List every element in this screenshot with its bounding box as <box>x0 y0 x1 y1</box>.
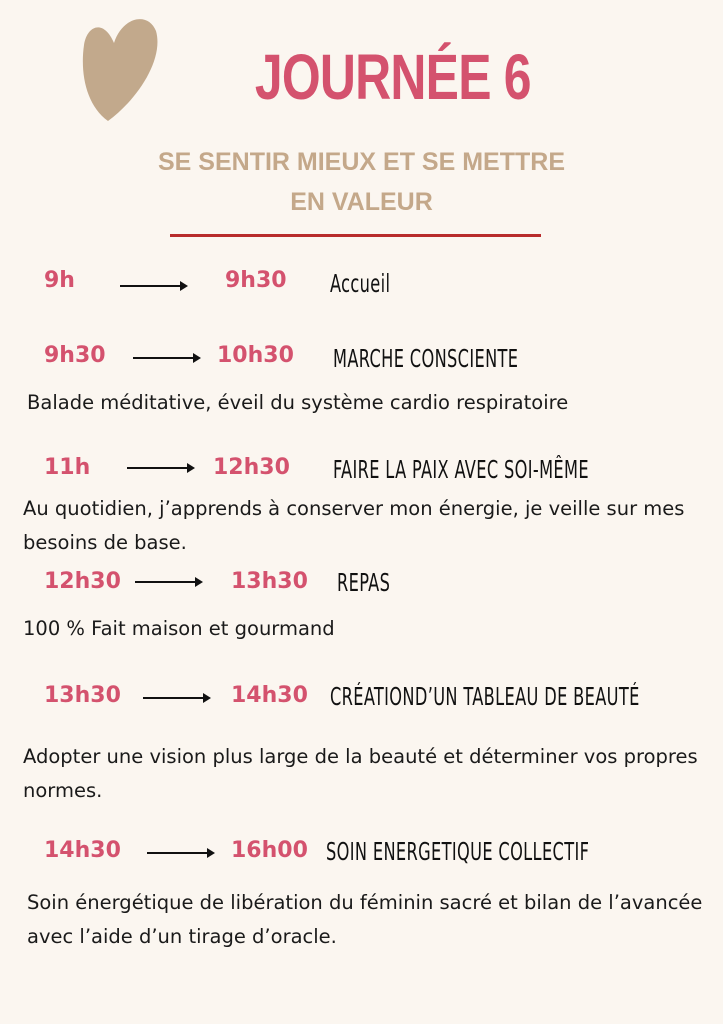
start-time: 12h30 <box>44 569 121 594</box>
subtitle-line-2: EN VALEUR <box>290 188 433 216</box>
activity-title: SOIN ENERGETIQUE COLLECTIF <box>326 837 590 866</box>
activity-description: 100 % Fait maison et gourmand <box>23 617 335 640</box>
start-time: 14h30 <box>44 838 121 863</box>
title-divider <box>170 234 541 237</box>
end-time: 12h30 <box>213 455 290 480</box>
start-time: 13h30 <box>44 683 121 708</box>
arrow-icon <box>133 357 199 359</box>
end-time: 10h30 <box>217 343 294 368</box>
activity-description: Balade méditative, éveil du système cardio respiratoire <box>27 391 569 414</box>
end-time: 13h30 <box>231 569 308 594</box>
subtitle-line-1: SE SENTIR MIEUX ET SE METTRE <box>158 148 565 176</box>
start-time: 11h <box>44 455 91 480</box>
activity-description: Adopter une vision plus large de la beauté et déterminer vos propres normes. <box>23 745 698 802</box>
arrow-icon <box>127 467 193 469</box>
page-title: JOURNÉE 6 <box>254 41 531 113</box>
arrow-icon <box>143 697 209 699</box>
start-time: 9h <box>44 268 75 293</box>
end-time: 16h00 <box>231 838 308 863</box>
activity-title: Accueil <box>330 269 391 298</box>
activity-title: CRÉATIOND’UN TABLEAU DE BEAUTÉ <box>330 682 640 711</box>
activity-title: REPAS <box>337 568 391 597</box>
activity-title: MARCHE CONSCIENTE <box>333 344 519 373</box>
arrow-icon <box>147 852 213 854</box>
activity-description: Soin énergétique de libération du féminin sacré et bilan de l’avancée avec l’aide d’un tirage d’oracle. <box>27 891 703 948</box>
start-time: 9h30 <box>44 343 106 368</box>
end-time: 14h30 <box>231 683 308 708</box>
end-time: 9h30 <box>225 268 287 293</box>
arrow-icon <box>135 581 201 583</box>
arrow-icon <box>120 285 186 287</box>
activity-title: FAIRE LA PAIX AVEC SOI-MÊME <box>333 455 589 484</box>
activity-description: Au quotidien, j’apprends à conserver mon énergie, je veille sur mes besoins de base. <box>23 497 685 554</box>
page-subtitle <box>0 142 723 222</box>
